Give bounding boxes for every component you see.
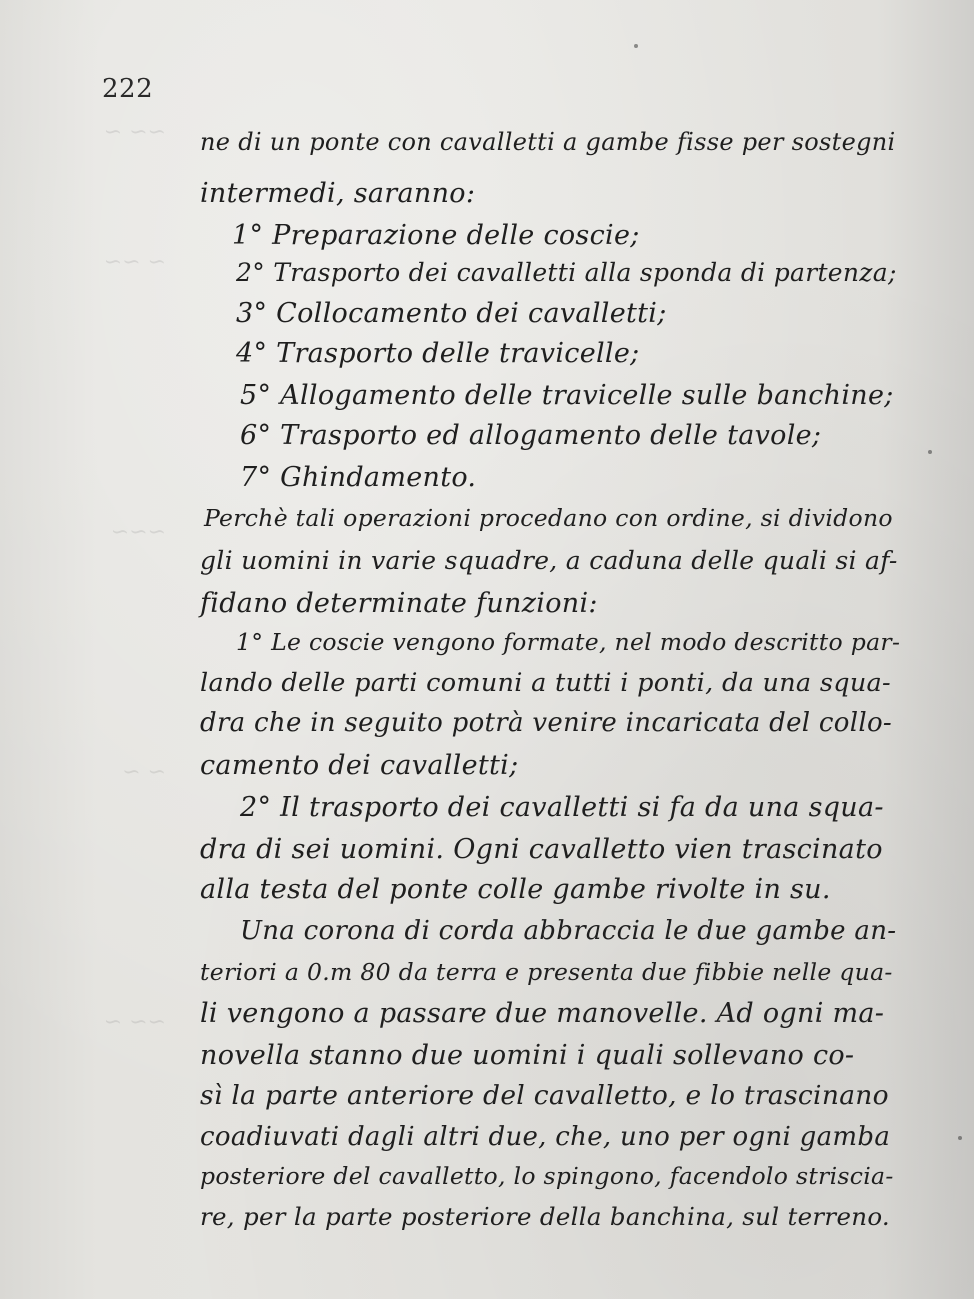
text-line: 4° Trasporto delle travicelle; (236, 338, 640, 369)
text-line: camento dei cavalletti; (200, 750, 519, 781)
text-line: li vengono a passare due manovelle. Ad ogni ma- (200, 998, 885, 1029)
text-line: 5° Allogamento delle travicelle sulle banchine; (240, 380, 894, 411)
bleed-through-marks: ~~~ (110, 520, 166, 545)
text-line: 6° Trasporto ed allogamento delle tavole; (240, 420, 822, 451)
text-line: lando delle parti comuni a tutti i ponti, da una squa- (200, 668, 891, 698)
page-number: 222 (102, 74, 154, 104)
text-line: gli uomini in varie squadre, a caduna delle quali si af- (200, 546, 898, 575)
text-line: fidano determinate funzioni: (200, 588, 598, 619)
text-line: re, per la parte posteriore della banchina, sul terreno. (200, 1202, 891, 1231)
paper-speck (928, 450, 932, 454)
text-line: teriori a 0.m 80 da terra e presenta due fibbie nelle qua- (200, 958, 893, 986)
paper-speck (634, 44, 638, 48)
text-line: Una corona di corda abbraccia le due gambe an- (240, 916, 897, 946)
text-line: 7° Ghindamento. (240, 462, 477, 493)
bleed-through-marks: ~~ ~ (103, 1010, 166, 1035)
text-line: 2° Trasporto dei cavalletti alla sponda di partenza; (236, 258, 897, 287)
bleed-through-marks: ~ ~~ (103, 250, 166, 275)
text-line: 3° Collocamento dei cavalletti; (236, 298, 667, 329)
paper-speck (958, 1136, 962, 1140)
text-line: ne di un ponte con cavalletti a gambe fisse per sostegni (200, 128, 896, 156)
text-line: coadiuvati dagli altri due, che, uno per ogni gamba (200, 1122, 891, 1152)
text-line: posteriore del cavalletto, lo spingono, facendolo striscia- (200, 1162, 894, 1190)
bleed-through-marks: ~ ~ (122, 760, 166, 785)
text-line: 1° Preparazione delle coscie; (232, 220, 640, 251)
text-line: alla testa del ponte colle gambe rivolte in su. (200, 874, 831, 905)
text-line: dra che in seguito potrà venire incaricata del collo- (200, 708, 893, 738)
text-line: Perchè tali operazioni procedano con ordine, si dividono (204, 504, 893, 532)
text-line: 1° Le coscie vengono formate, nel modo descritto par- (236, 628, 901, 656)
text-line: sì la parte anteriore del cavalletto, e lo trascinano (200, 1080, 889, 1111)
bleed-through-marks: ~~ ~ (103, 120, 166, 145)
text-line: dra di sei uomini. Ogni cavalletto vien trascinato (200, 834, 883, 865)
text-line: 2° Il trasporto dei cavalletti si fa da una squa- (240, 792, 884, 823)
text-line: novella stanno due uomini i quali sollevano co- (200, 1040, 855, 1071)
text-line: intermedi, saranno: (200, 178, 476, 209)
